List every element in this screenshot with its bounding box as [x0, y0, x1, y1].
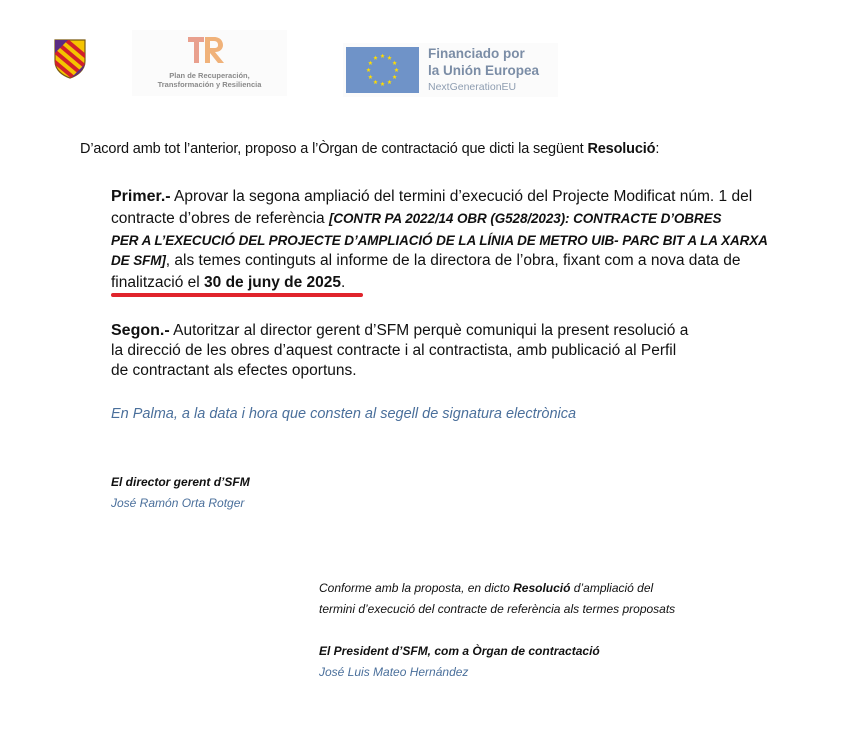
intro-text: D’acord amb tot l’anterior, proposo a l’Òrgan de contractació que dicti la següent — [80, 141, 588, 157]
conforme-l1a: Conforme amb la proposta, en dicto — [319, 581, 514, 595]
prtr-line1: Plan de Recuperación, — [169, 71, 250, 80]
intro-bold: Resolució — [587, 141, 656, 157]
segon-line2: la direcció de les obres d’aquest contracte i al contractista, amb publicació al Perfil — [111, 342, 677, 359]
signatory1-name: José Ramón Orta Rotger — [111, 496, 245, 510]
conforme-l1c: d’ampliació del — [570, 581, 654, 595]
eu-flag-icon — [346, 47, 419, 93]
segon-label: Segon.- — [111, 322, 170, 339]
segon-line3: de contractant als efectes oportuns. — [111, 362, 357, 379]
primer-l1-text: Aprovar la segona ampliació del termini d’execució del Projecte Modificat núm. 1 del — [170, 188, 753, 205]
primer-l5c: . — [341, 274, 346, 291]
tr-logo-icon — [184, 34, 228, 66]
primer-l2b: [CONTR PA 2022/14 OBR (G528/2023): CONTRACTE D’OBRES — [328, 211, 722, 226]
eu-line2: la Unión Europea — [428, 63, 540, 78]
prtr-line2: Transformación y Resiliencia — [157, 80, 262, 89]
primer-paragraph — [111, 186, 811, 296]
primer-l4a: DE SFM] — [111, 253, 166, 268]
primer-l4b: , als temes continguts al informe de la directora de l’obra, fixant com a nova data de — [165, 252, 741, 269]
primer-l2a: contracte d’obres de referència — [111, 210, 329, 227]
conforme-l1b: Resolució — [513, 581, 571, 595]
segon-l1-text: Autoritzar al director gerent d’SFM perquè comuniqui la present resolució a — [169, 322, 689, 339]
segon-line1 — [111, 320, 688, 341]
signatory1-role: El director gerent d’SFM — [111, 475, 250, 489]
signatory2-name: José Luis Mateo Hernández — [319, 665, 469, 679]
conforme-line2: termini d’execució del contracte de referència als termes proposats — [319, 602, 676, 616]
primer-line2 — [111, 208, 721, 229]
red-highlight-underline — [111, 293, 363, 297]
prtr-logo — [132, 30, 287, 96]
balearic-shield-icon — [54, 39, 86, 79]
primer-line5 — [111, 272, 345, 293]
intro-end: : — [655, 141, 660, 157]
primer-line1 — [111, 186, 752, 207]
primer-l3: PER A L’EXECUCIÓ DEL PROJECTE D’AMPLIACIÓ DE LA LÍNIA DE METRO UIB- PARC BIT A LA XARXA — [111, 233, 768, 248]
segon-paragraph — [111, 320, 811, 384]
primer-line4 — [111, 250, 740, 271]
primer-line3 — [111, 230, 768, 251]
signatory2-role: El President d’SFM, com a Òrgan de contractació — [319, 644, 600, 658]
intro-paragraph — [80, 141, 659, 157]
place-date-line: En Palma, a la data i hora que consten al segell de signatura electrònica — [111, 406, 577, 422]
eu-line3: NextGenerationEU — [428, 81, 517, 93]
eu-funding-logo — [343, 43, 558, 97]
primer-l5a: finalització el — [111, 274, 205, 291]
eu-line1: Financiado por — [428, 46, 525, 61]
new-end-date: 30 de juny de 2025 — [204, 274, 342, 291]
primer-label: Primer.- — [111, 188, 171, 205]
conforme-line1 — [319, 581, 653, 595]
